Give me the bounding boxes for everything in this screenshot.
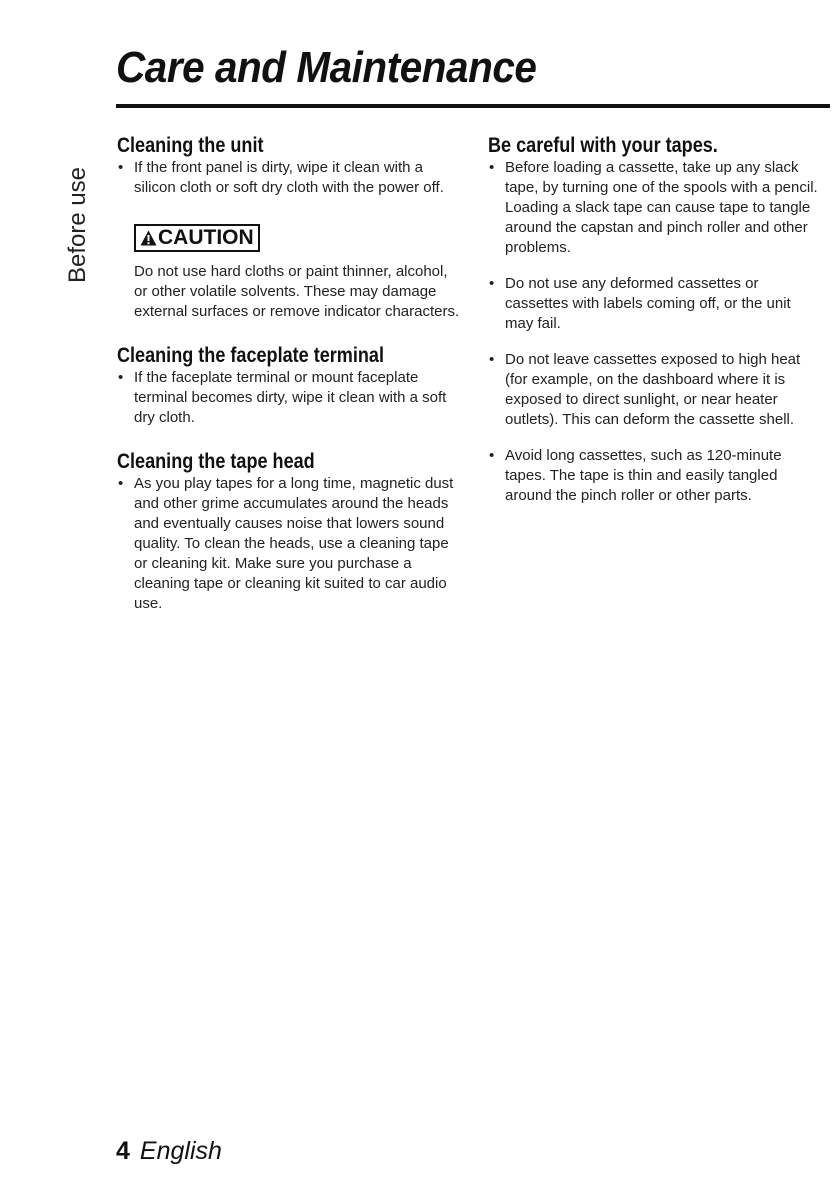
title-rule xyxy=(116,104,830,108)
bullet-item xyxy=(117,158,462,198)
tape-bullets xyxy=(488,158,823,506)
bullet-text: Do not leave cassettes exposed to high heat (for example, on the dashboard where it is exposed to direct sunlight, or near heater outlets). This can deform the cassette shell. xyxy=(505,351,801,428)
section-heading: Cleaning the tape head xyxy=(117,450,315,473)
footer-language: English xyxy=(139,1137,222,1165)
bullet-text: As you play tapes for a long time, magnetic dust and other grime accumulates around the heads and eventually causes noise that lowers sound quality. To clean the heads, use a cleaning tape or cleaning kit. Make sure you purchase a cleaning tape or cleaning kit suited to car audio use. xyxy=(134,475,454,612)
bullet-item xyxy=(488,350,823,430)
bullet-dot: • xyxy=(489,275,495,292)
bullet-item xyxy=(488,446,823,506)
bullet-item xyxy=(488,274,823,334)
bullet-text: If the faceplate terminal or mount faceplate terminal becomes dirty, wipe it clean with a soft dry cloth. xyxy=(134,369,447,426)
side-tab xyxy=(58,160,98,290)
section-cleaning-unit xyxy=(117,134,462,198)
section-heading: Cleaning the faceplate terminal xyxy=(117,344,384,367)
bullet-dot: • xyxy=(489,447,495,464)
bullet-dot: • xyxy=(118,475,124,492)
section-tape-head xyxy=(117,450,462,614)
side-tab-label: Before use xyxy=(64,166,91,284)
page-title: Care and Maintenance xyxy=(116,43,537,92)
bullet-item xyxy=(488,158,823,258)
warning-triangle-icon xyxy=(140,226,157,250)
caution-text: Do not use hard cloths or paint thinner, alcohol, or other volatile solvents. These may damage external surfaces or remove indicator characters. xyxy=(134,263,460,320)
bullet-dot: • xyxy=(489,351,495,368)
bullet-item xyxy=(117,474,462,614)
page-footer xyxy=(116,1136,222,1166)
bullet-dot: • xyxy=(118,159,124,176)
bullet-dot: • xyxy=(489,159,495,176)
bullet-dot: • xyxy=(118,369,124,386)
page-number: 4 xyxy=(116,1137,130,1165)
section-heading: Cleaning the unit xyxy=(117,134,264,157)
section-faceplate-terminal xyxy=(117,344,462,428)
right-column xyxy=(488,134,823,506)
bullet-text: Before loading a cassette, take up any slack tape, by turning one of the spools with a pencil. Loading a slack tape can cause tape to tangle around the capstan and pinch roller and other problems. xyxy=(505,159,818,256)
bullet-item xyxy=(117,368,462,428)
bullet-text: Do not use any deformed cassettes or cassettes with labels coming off, or the unit may fail. xyxy=(505,275,791,332)
caution-label xyxy=(134,224,260,252)
section-heading: Be careful with your tapes. xyxy=(488,134,718,157)
caution-text-label: CAUTION xyxy=(158,226,254,249)
bullet-text: If the front panel is dirty, wipe it clean with a silicon cloth or soft dry cloth with the power off. xyxy=(134,159,444,196)
bullet-text: Avoid long cassettes, such as 120-minute tapes. The tape is thin and easily tangled around the pinch roller or other parts. xyxy=(505,447,782,504)
left-column xyxy=(117,134,462,614)
